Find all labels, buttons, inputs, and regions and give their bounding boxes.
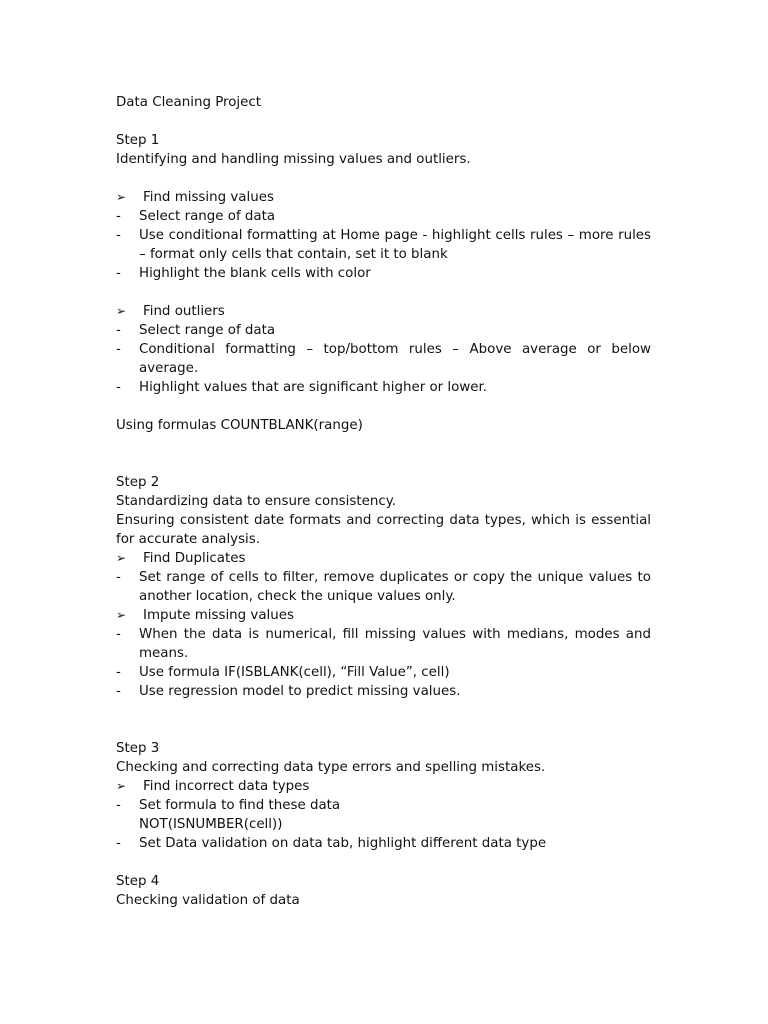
dash-bullet-item: [116, 226, 651, 264]
formula-continuation: NOT(ISNUMBER(cell)): [139, 817, 283, 832]
bullet-text: Highlight values that are significant higher or lower.: [139, 380, 488, 395]
dash-bullet-icon: -: [116, 570, 121, 585]
blank-line: [116, 397, 651, 416]
bullet-text: Conditional formatting – top/bottom rules – Above average or below average.: [139, 342, 651, 376]
step-heading: Step 3: [116, 741, 160, 756]
arrow-bullet-icon: ➢: [116, 190, 127, 204]
dash-bullet-icon: -: [116, 665, 121, 680]
bullet-text: Find incorrect data types: [143, 779, 310, 794]
dash-bullet-icon: -: [116, 266, 121, 281]
arrow-bullet-item: [116, 606, 651, 625]
bullet-text: Set formula to find these data: [139, 798, 341, 813]
dash-bullet-item: [116, 321, 651, 340]
bullet-text: Use regression model to predict missing values.: [139, 684, 461, 699]
step-description: Checking and correcting data type errors and spelling mistakes.: [116, 760, 546, 775]
dash-bullet-icon: -: [116, 209, 121, 224]
document-body: [116, 93, 651, 910]
arrow-bullet-icon: ➢: [116, 304, 127, 318]
arrow-bullet-icon: ➢: [116, 779, 127, 793]
blank-line: [116, 169, 651, 188]
dash-bullet-icon: -: [116, 836, 121, 851]
arrow-bullet-item: [116, 302, 651, 321]
bullet-text: Use formula IF(ISBLANK(cell), “Fill Value”, cell): [139, 665, 450, 680]
arrow-bullet-item: [116, 777, 651, 796]
dash-bullet-item: [116, 663, 651, 682]
step-description: Ensuring consistent date formats and correcting data types, which is essential for accurate analysis.: [116, 513, 651, 547]
bullet-text: Select range of data: [139, 323, 276, 338]
dash-bullet-icon: -: [116, 342, 121, 357]
blank-lines: [116, 435, 651, 473]
document-title: Data Cleaning Project: [116, 95, 262, 110]
arrow-bullet-icon: ➢: [116, 551, 127, 565]
dash-bullet-item: [116, 834, 651, 853]
dash-bullet-icon: -: [116, 627, 121, 642]
dash-bullet-item: [116, 568, 651, 606]
bullet-text: Impute missing values: [143, 608, 294, 623]
step-1-section: [116, 131, 651, 435]
bullet-text: Set range of cells to filter, remove duplicates or copy the unique values to another location, check the unique values only.: [139, 570, 651, 604]
dash-bullet-item: [116, 378, 651, 397]
bullet-text: Highlight the blank cells with color: [139, 266, 371, 281]
blank-line: [116, 853, 651, 872]
step-heading: Step 2: [116, 475, 160, 490]
bullet-text: Find outliers: [143, 304, 225, 319]
step-description: Standardizing data to ensure consistency.: [116, 494, 396, 509]
dash-bullet-item: [116, 340, 651, 378]
dash-bullet-item: [116, 207, 651, 226]
dash-bullet-item: [116, 682, 651, 701]
dash-bullet-item: [116, 264, 651, 283]
step-description: Identifying and handling missing values and outliers.: [116, 152, 471, 167]
dash-bullet-icon: -: [116, 228, 121, 243]
step-4-section: [116, 872, 651, 910]
dash-bullet-icon: -: [116, 684, 121, 699]
bullet-text: When the data is numerical, fill missing values with medians, modes and means.: [139, 627, 651, 661]
formula-note: Using formulas COUNTBLANK(range): [116, 418, 363, 433]
step-description: Checking validation of data: [116, 893, 300, 908]
step-3-section: [116, 739, 651, 853]
dash-bullet-icon: -: [116, 380, 121, 395]
bullet-text: Select range of data: [139, 209, 276, 224]
bullet-text: Set Data validation on data tab, highlight different data type: [139, 836, 547, 851]
blank-lines: [116, 701, 651, 739]
bullet-text: Find missing values: [143, 190, 274, 205]
arrow-bullet-item: [116, 549, 651, 568]
arrow-bullet-item: [116, 188, 651, 207]
bullet-text: Find Duplicates: [143, 551, 246, 566]
bullet-text: Use conditional formatting at Home page - highlight cells rules – more rules – format only cells that contain, set it to blank: [139, 228, 651, 262]
step-heading: Step 1: [116, 133, 160, 148]
blank-line: [116, 283, 651, 302]
blank-line: [116, 112, 651, 131]
dash-bullet-item: [116, 796, 651, 815]
dash-bullet-icon: -: [116, 323, 121, 338]
dash-bullet-item: [116, 625, 651, 663]
dash-bullet-icon: -: [116, 798, 121, 813]
step-heading: Step 4: [116, 874, 160, 889]
step-2-section: [116, 473, 651, 701]
arrow-bullet-icon: ➢: [116, 608, 127, 622]
